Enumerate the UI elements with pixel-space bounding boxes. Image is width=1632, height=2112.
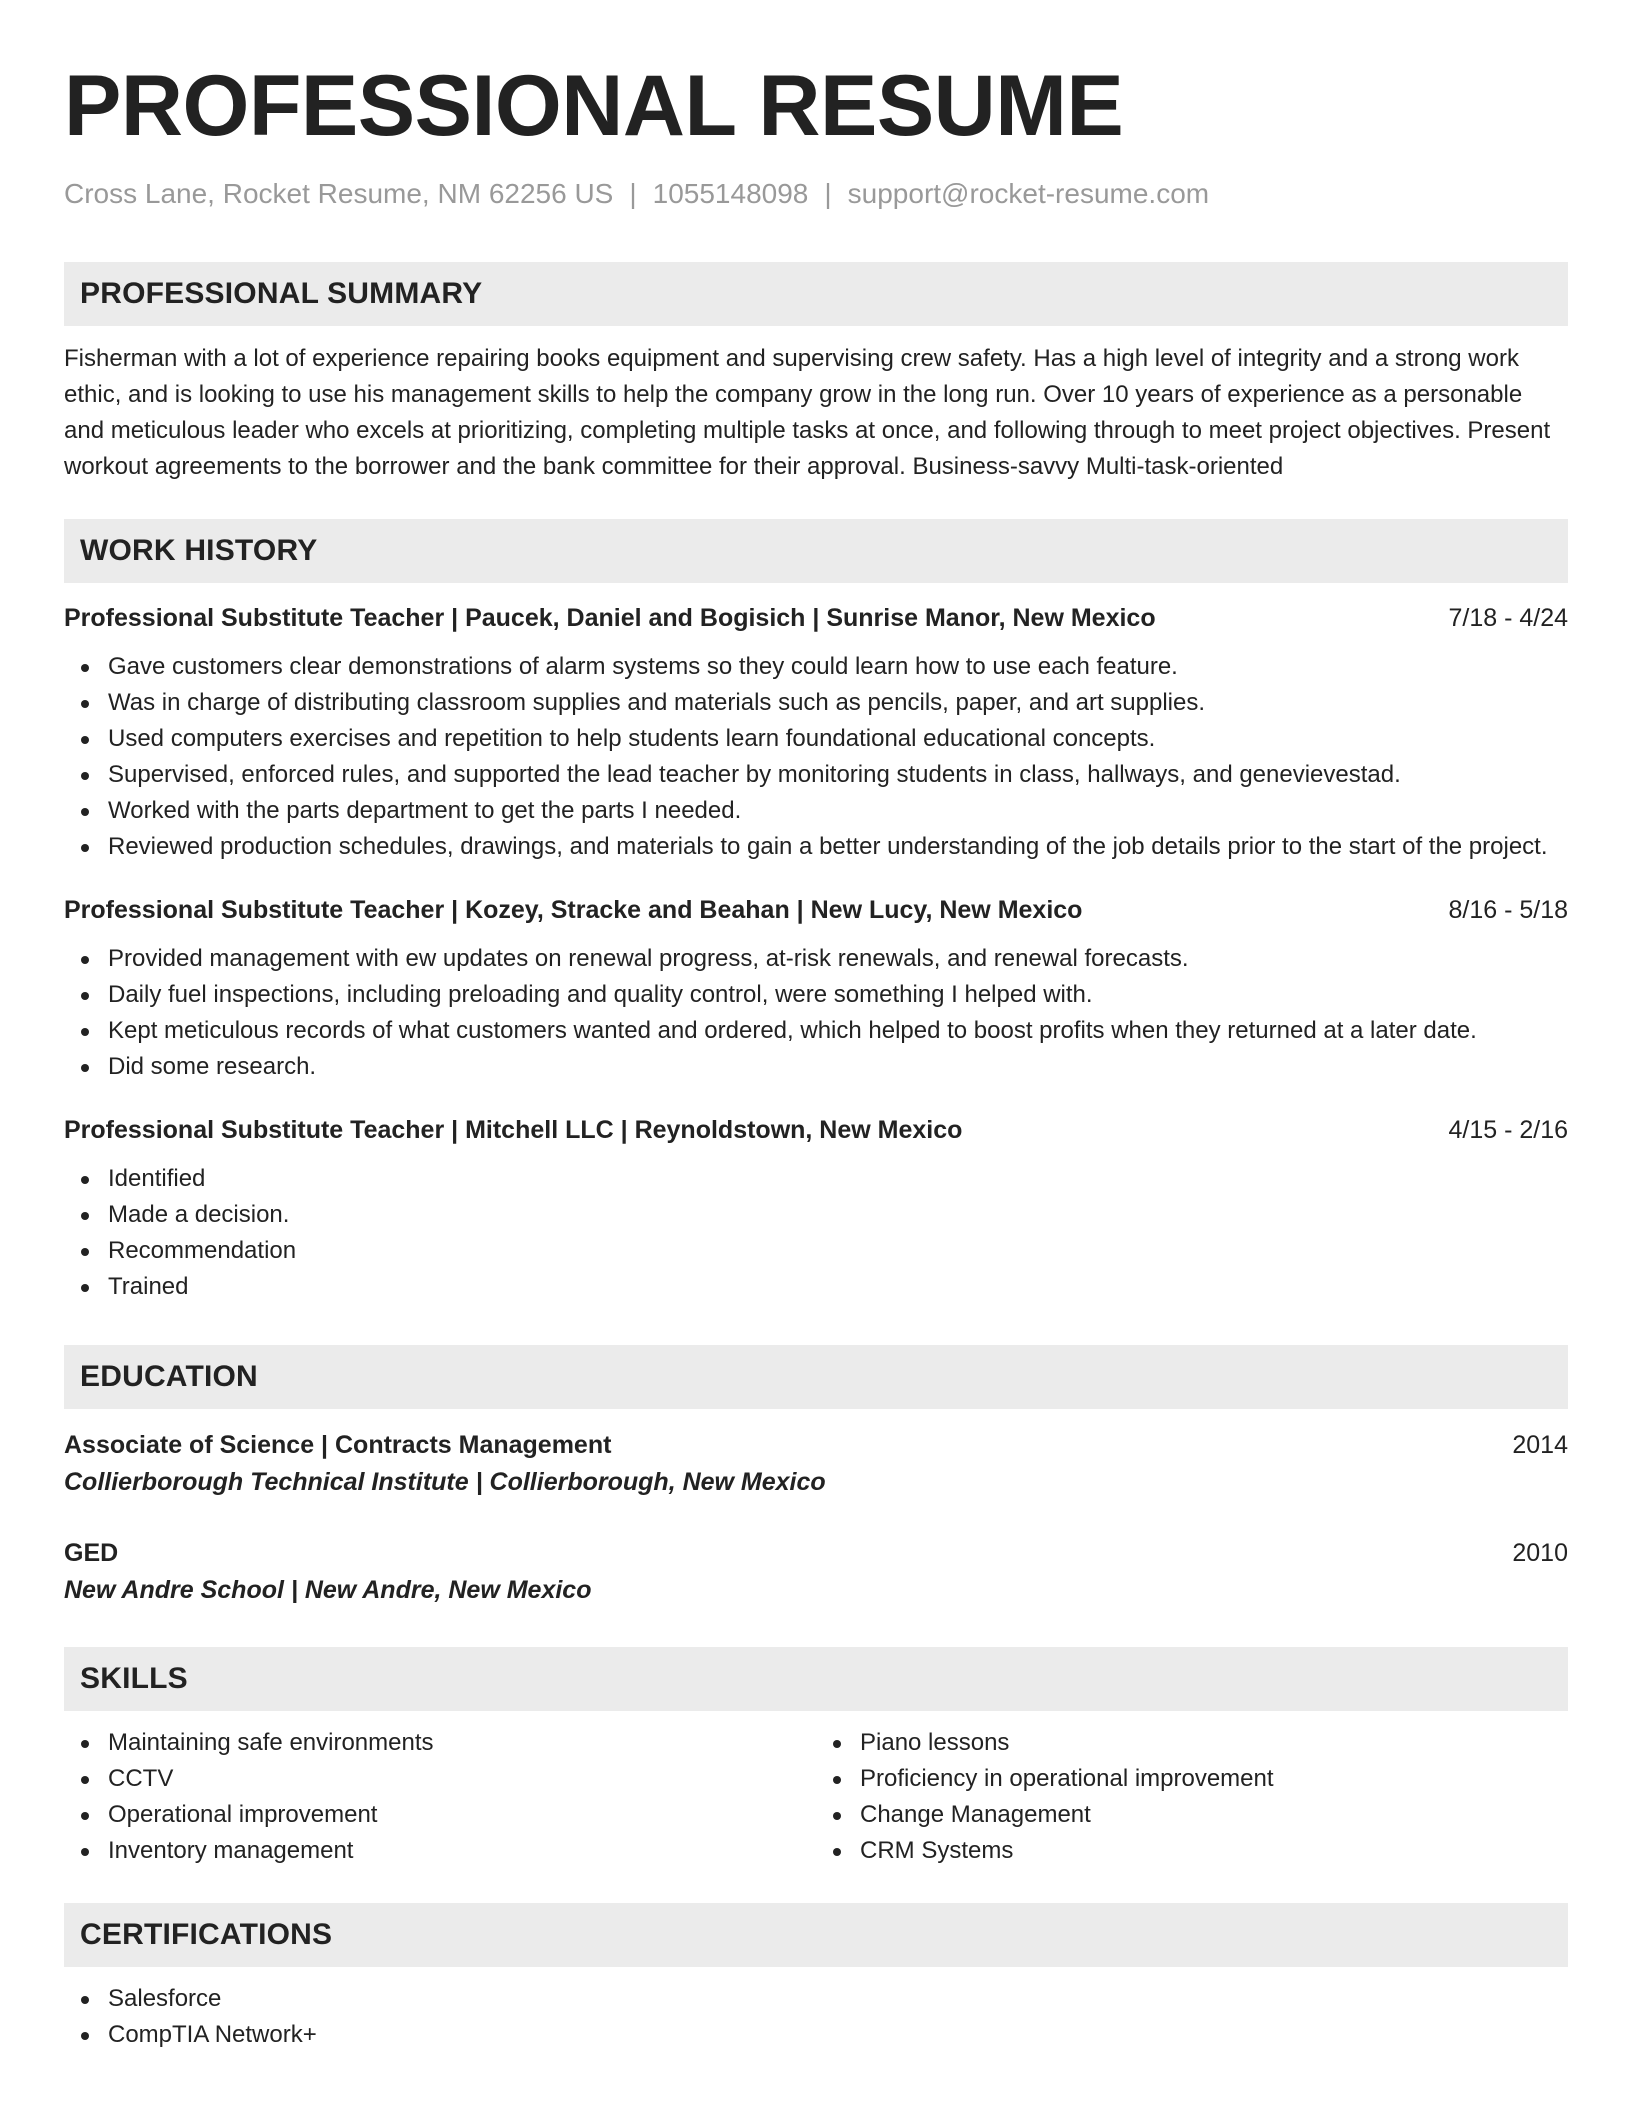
job-entry (64, 893, 1568, 1085)
job-bullet: Made a decision. (64, 1197, 1568, 1233)
contact-line (64, 176, 1568, 212)
job-entry (64, 1113, 1568, 1305)
job-bullet: Gave customers clear demonstrations of alarm systems so they could learn how to use each feature. (64, 649, 1568, 685)
section-header-certifications: CERTIFICATIONS (64, 1903, 1568, 1967)
job-bullet: Supervised, enforced rules, and supported the lead teacher by monitoring students in class, hallways, and genevievestad. (64, 757, 1568, 793)
skill-item: Piano lessons (816, 1725, 1568, 1761)
education-entry (64, 1535, 1568, 1609)
job-dates: 4/15 - 2/16 (1448, 1116, 1568, 1144)
skill-item: CCTV (64, 1761, 816, 1797)
skills-column-right (816, 1725, 1568, 1869)
job-bullet: Was in charge of distributing classroom supplies and materials such as pencils, paper, and art supplies. (64, 685, 1568, 721)
job-title: Professional Substitute Teacher | Kozey, Stracke and Beahan | New Lucy, New Mexico (64, 896, 1083, 924)
certification-item: CompTIA Network+ (64, 2017, 1568, 2053)
skills-grid (64, 1725, 1568, 1869)
job-title: Professional Substitute Teacher | Mitchell LLC | Reynoldstown, New Mexico (64, 1116, 963, 1144)
skills-list (64, 1725, 816, 1869)
skill-item: Inventory management (64, 1833, 816, 1869)
job-bullets (64, 649, 1568, 865)
job-bullet: Worked with the parts department to get the parts I needed. (64, 793, 1568, 829)
job-heading-row (64, 1113, 1568, 1147)
summary-text: Fisherman with a lot of experience repairing books equipment and supervising crew safety. Has a high level of integrity and a strong work ethic, and is looking to use his management skills to help the company grow in the long run. Over 10 years of experience as a personable and meticulous leader who excels at prioritizing, completing multiple tasks at once, and following through to meet project objectives. Present workout agreements to the borrower and the bank committee for their approval. Business-savvy Multi-task-oriented (64, 345, 1551, 480)
contact-phone: 1055148098 (652, 178, 809, 209)
job-entry (64, 601, 1568, 865)
job-bullet: Daily fuel inspections, including preloading and quality control, were something I helped with. (64, 977, 1568, 1013)
education-heading-row (64, 1535, 1568, 1571)
job-bullet: Provided management with ew updates on renewal progress, at-risk renewals, and renewal forecasts. (64, 941, 1568, 977)
skill-item: Change Management (816, 1797, 1568, 1833)
skill-item: Proficiency in operational improvement (816, 1761, 1568, 1797)
resume-title: PROFESSIONAL RESUME (64, 58, 1124, 154)
contact-address: Cross Lane, Rocket Resume, NM 62256 US (64, 178, 614, 209)
certification-item: Salesforce (64, 1981, 1568, 2017)
education-school: Collierborough Technical Institute | Collierborough, New Mexico (64, 1468, 826, 1496)
skills-list (816, 1725, 1568, 1869)
skill-item: CRM Systems (816, 1833, 1568, 1869)
job-heading-row (64, 601, 1568, 635)
job-title: Professional Substitute Teacher | Paucek, Daniel and Bogisich | Sunrise Manor, New Mexico (64, 604, 1156, 632)
skill-item: Operational improvement (64, 1797, 816, 1833)
education-year: 2010 (1512, 1539, 1568, 1567)
contact-separator: | (824, 178, 832, 209)
job-bullet: Did some research. (64, 1049, 1568, 1085)
job-bullet: Reviewed production schedules, drawings, and materials to gain a better understanding of the job details prior to the start of the project. (64, 829, 1568, 865)
job-bullet: Trained (64, 1269, 1568, 1305)
job-heading-row (64, 893, 1568, 927)
certifications-list (64, 1981, 1568, 2053)
education-heading-row (64, 1427, 1568, 1463)
education-degree: Associate of Science | Contracts Management (64, 1431, 612, 1459)
contact-email: support@rocket-resume.com (847, 178, 1210, 209)
job-bullets (64, 1161, 1568, 1305)
skill-item: Maintaining safe environments (64, 1725, 816, 1761)
job-bullets (64, 941, 1568, 1085)
education-year: 2014 (1512, 1431, 1568, 1459)
contact-separator: | (629, 178, 637, 209)
skills-column-left (64, 1725, 816, 1869)
section-header-work-history: WORK HISTORY (64, 519, 1568, 583)
education-degree: GED (64, 1539, 119, 1567)
section-header-summary: PROFESSIONAL SUMMARY (64, 262, 1568, 326)
section-header-education: EDUCATION (64, 1345, 1568, 1409)
job-bullet: Identified (64, 1161, 1568, 1197)
job-bullet: Kept meticulous records of what customers wanted and ordered, which helped to boost profits when they returned at a later date. (64, 1013, 1568, 1049)
job-bullet: Recommendation (64, 1233, 1568, 1269)
job-dates: 8/16 - 5/18 (1448, 896, 1568, 924)
job-dates: 7/18 - 4/24 (1448, 604, 1568, 632)
job-bullet: Used computers exercises and repetition to help students learn foundational educational concepts. (64, 721, 1568, 757)
section-header-skills: SKILLS (64, 1647, 1568, 1711)
education-entry (64, 1427, 1568, 1501)
education-school: New Andre School | New Andre, New Mexico (64, 1576, 592, 1604)
